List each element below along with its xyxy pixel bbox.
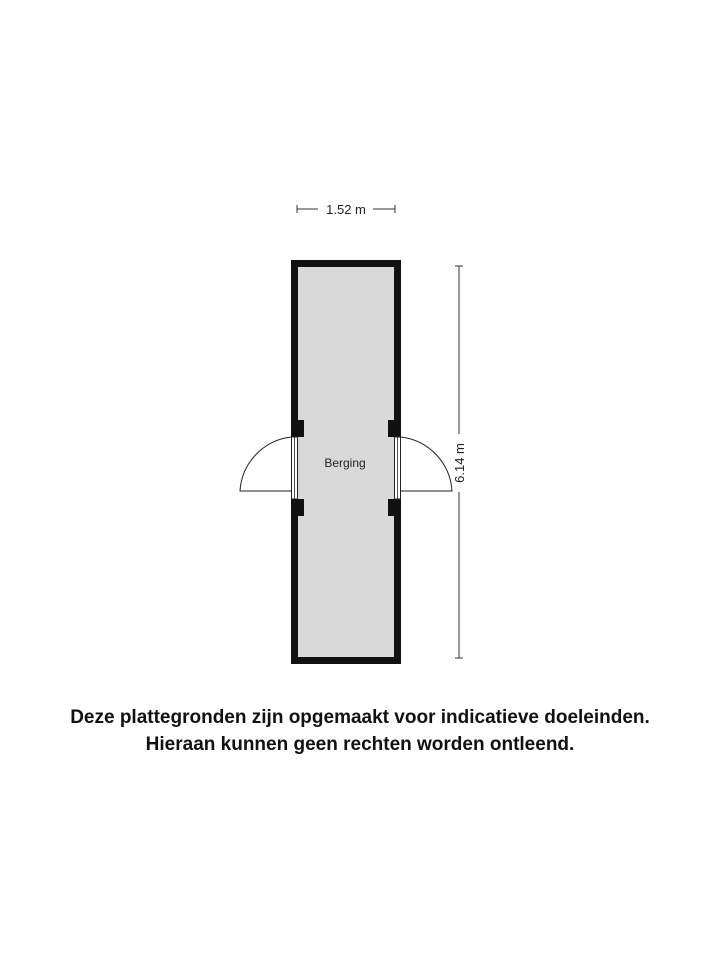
- jamb-right-bottom: [388, 499, 394, 516]
- wall-bottom: [291, 657, 401, 664]
- width-dimension: [297, 202, 395, 217]
- wall-left-lower: [291, 499, 298, 664]
- door-right-swing-arc: [401, 437, 452, 491]
- door-right: [395, 437, 453, 499]
- jamb-left-bottom: [298, 499, 304, 516]
- length-dimension-label: 6.14 m: [452, 443, 467, 483]
- length-dimension: [452, 266, 467, 658]
- door-left-swing-arc: [240, 437, 291, 491]
- disclaimer-line-1: Deze plattegronden zijn opgemaakt voor indicatieve doeleinden.: [70, 707, 650, 728]
- wall-right-lower: [394, 499, 401, 664]
- width-dimension-label: 1.52 m: [326, 202, 366, 217]
- wall-left-upper: [291, 260, 298, 437]
- wall-top: [291, 260, 401, 267]
- jamb-right-top: [388, 420, 394, 437]
- door-left: [240, 437, 298, 499]
- jamb-left-top: [298, 420, 304, 437]
- wall-right-upper: [394, 260, 401, 437]
- disclaimer-line-2: Hieraan kunnen geen rechten worden ontleend.: [145, 734, 575, 755]
- room-label: Berging: [324, 456, 366, 470]
